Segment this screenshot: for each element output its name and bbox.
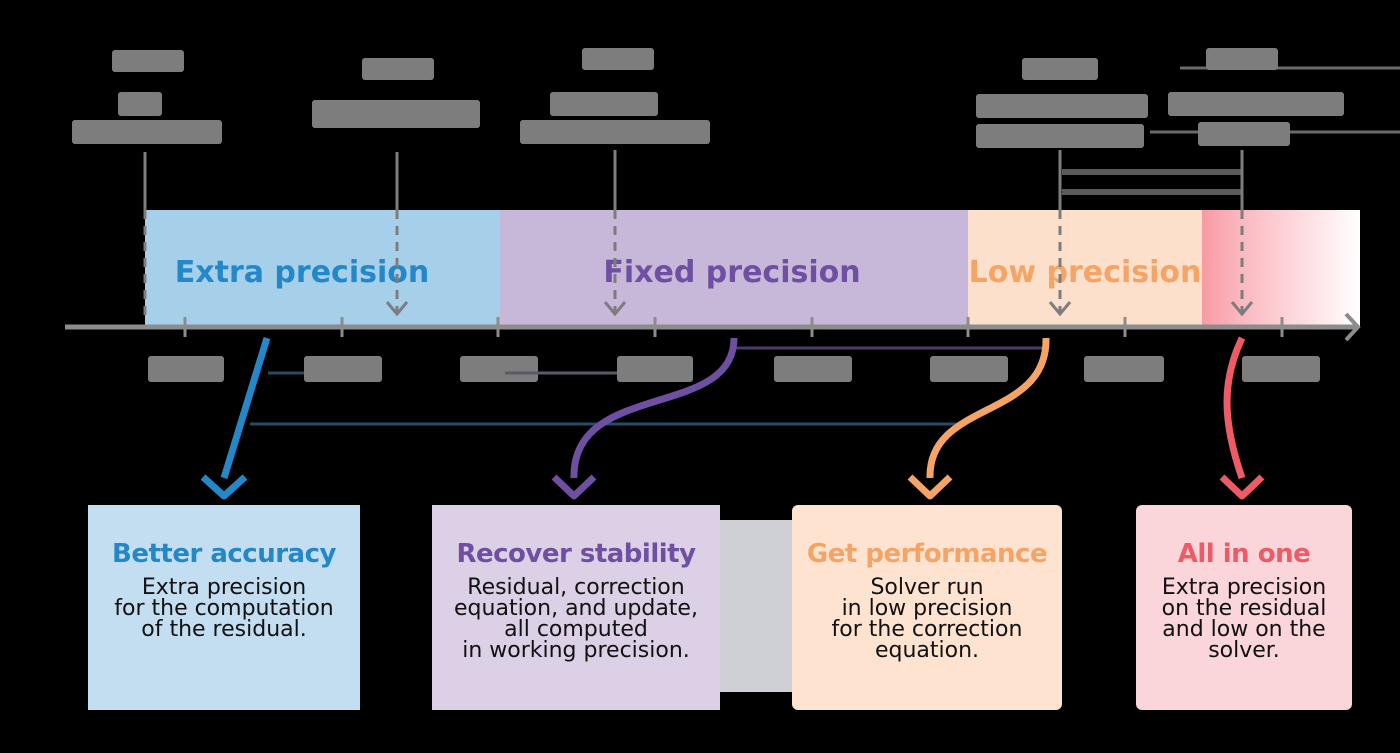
card-better-accuracy (88, 505, 360, 710)
card-gap-panel (720, 520, 792, 692)
milestone-year (362, 58, 434, 80)
axis-tick-label (930, 356, 1008, 382)
arrow-to-allinone (1227, 338, 1242, 478)
era-mixed-band (1202, 210, 1360, 326)
arrow-to-performance-head (910, 477, 950, 496)
card-description: Solver run in low precision for the correction equation. (831, 575, 1023, 663)
axis-tick-label (774, 356, 852, 382)
milestone-caption (520, 120, 710, 144)
axis-tick-label (304, 356, 382, 382)
axis-tick-label (1084, 356, 1164, 382)
milestone-caption (72, 120, 222, 144)
milestone-caption (312, 100, 480, 128)
axis-tick-label (617, 356, 693, 382)
arrow-to-accuracy (224, 338, 267, 478)
milestone-year (1022, 58, 1098, 80)
card-description: Extra precision for the computation of the residual. (114, 575, 334, 642)
axis-tick-labels (148, 356, 1320, 382)
milestone-caption (550, 92, 658, 116)
milestone-caption (976, 124, 1144, 148)
axis-tick-label (148, 356, 224, 382)
milestone-caption (976, 94, 1148, 118)
milestone-caption (1168, 92, 1344, 116)
card-get-performance (792, 505, 1062, 710)
card-description: Extra precision on the residual and low on the solver. (1161, 575, 1327, 663)
milestone-caption (1198, 122, 1290, 146)
card-title: Get performance (806, 539, 1048, 569)
card-all-in-one (1136, 505, 1352, 710)
arrow-to-accuracy-head (203, 477, 245, 496)
milestone-year (1206, 48, 1278, 70)
era-extra-label: Extra precision (174, 255, 430, 290)
card-description: Residual, correction equation, and update, all computed in working precision. (454, 575, 698, 663)
milestone-year (112, 50, 184, 72)
era-low-label: Low precision (968, 255, 1202, 290)
arrow-to-allinone-head (1222, 477, 1262, 496)
axis-tick-label (1242, 356, 1320, 382)
card-title: Better accuracy (112, 539, 336, 569)
era-fixed-label: Fixed precision (603, 255, 861, 290)
card-title: Recover stability (456, 539, 696, 569)
card-recover-stability (432, 505, 720, 710)
milestone-year (582, 48, 654, 70)
arrow-to-stability-head (554, 477, 594, 496)
axis-tick-label (460, 356, 538, 382)
card-title: All in one (1177, 539, 1311, 569)
milestone-caption (118, 92, 162, 116)
